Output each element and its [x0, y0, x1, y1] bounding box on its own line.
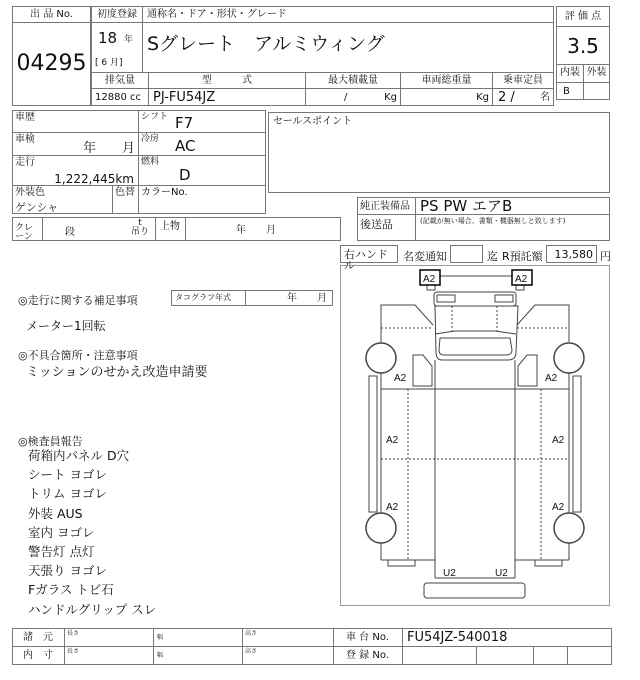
inner-width: 幅: [153, 646, 243, 665]
spec-length: 長さ: [64, 628, 154, 647]
chassis-no: FU54JZ-540018: [402, 628, 612, 647]
spec-height: 高さ: [242, 628, 334, 647]
inspector-note: 荷箱内パネル D穴: [28, 448, 130, 463]
kg-unit: Kg: [476, 92, 489, 103]
upper-date: 年 月: [185, 217, 341, 241]
defects-note: ミッションのせかえ改造申請要: [26, 365, 208, 380]
rear-bumper: [424, 583, 525, 598]
capacity-label: 乗車定員: [492, 72, 554, 89]
inspector-note: 警告灯 点灯: [28, 544, 95, 560]
windshield: [439, 338, 512, 355]
damage-mark: U2: [443, 568, 456, 579]
fuel-label: 燃料: [141, 157, 160, 167]
ac: [138, 132, 266, 156]
inspector-note: トリム ヨゴレ: [28, 486, 107, 502]
damage-mark: U2: [495, 568, 508, 579]
mudflap: [535, 560, 562, 566]
gross-weight: [400, 88, 493, 106]
crane-label: クレーン: [12, 217, 43, 241]
shift-value: F7: [175, 114, 194, 132]
lot-no-label: 出 品 No.: [12, 6, 91, 23]
tacho-value: 年 月: [287, 293, 327, 304]
inner-length: 長さ: [64, 646, 154, 665]
ac-label: 冷房: [141, 134, 160, 144]
model-name: Sグレート アルミウィング: [142, 22, 554, 73]
until-label: 迄: [487, 250, 498, 263]
first-reg-year: 18: [98, 29, 118, 47]
crane: [42, 217, 156, 241]
shift-label: シフト: [141, 112, 169, 122]
inspector-note: 室内 ヨゴレ: [28, 524, 95, 540]
truck-diagram: [340, 260, 610, 620]
displacement: 12880 cc: [91, 88, 149, 106]
inspection: [12, 132, 139, 156]
name-change-label: 名変通知: [403, 250, 447, 263]
damage-mark: A2: [515, 274, 528, 285]
kg-unit: Kg: [384, 92, 397, 103]
fuel-value: D: [179, 166, 191, 184]
spec-width: 幅: [153, 628, 243, 647]
crane-stage: 段: [65, 227, 75, 238]
first-reg-cell: [91, 22, 143, 73]
yen-label: 円: [600, 250, 611, 263]
equipment-label: 純正装備品: [358, 198, 416, 214]
roof: [434, 292, 516, 306]
capacity-unit: 名: [540, 92, 550, 103]
color-change-label: 色替: [112, 185, 139, 214]
spec-label: 諸 元: [12, 628, 65, 647]
damage-mark: A2: [552, 502, 565, 513]
driving-note: メーター1回転: [26, 319, 106, 333]
damage-mark: A2: [545, 373, 558, 384]
reg-cell: [567, 646, 612, 665]
damage-mark: A2: [423, 274, 436, 285]
interior-grade: B: [556, 82, 584, 100]
wheel: [554, 343, 584, 373]
model-code: PJ-FU54JZ: [148, 88, 306, 106]
inspection-value: 年 月: [83, 141, 136, 156]
color: [12, 185, 113, 214]
lot-no: 04295: [12, 22, 91, 106]
marker-lamp: [437, 295, 455, 302]
year-unit: 年: [124, 35, 134, 45]
recycle-fee: 13,580: [546, 245, 597, 263]
wheel: [366, 513, 396, 543]
later-items: [357, 214, 610, 241]
model-code-label: 型 式: [148, 72, 306, 89]
wheel: [366, 343, 396, 373]
inner-label: 内 寸: [12, 646, 65, 665]
damage-mark: A2: [386, 435, 399, 446]
crane-ton: t 吊り: [131, 218, 150, 237]
later-label: 後送品: [358, 215, 416, 240]
history-label: 車歴: [12, 110, 139, 133]
damage-mark: A2: [394, 373, 407, 384]
damage-mark: A2: [386, 502, 399, 513]
max-load-value: /: [344, 92, 348, 103]
grade-label: 評 価 点: [556, 6, 610, 27]
interior-label: 内装: [556, 64, 584, 83]
max-load-label: 最大積載量: [305, 72, 401, 89]
recycle-label: R預託額: [502, 250, 543, 263]
color-label: 外装色: [15, 187, 45, 198]
reg-label: 登 録 No.: [333, 646, 403, 665]
capacity: [492, 88, 554, 106]
first-reg-month: [ 6 月]: [95, 58, 123, 68]
right-door: [517, 305, 569, 342]
displacement-label: 排気量: [91, 72, 149, 89]
inspector-note: シート ヨゴレ: [28, 467, 107, 483]
defects-header: ◎不具合箇所・注意事項: [18, 349, 138, 362]
tacho-label: タコグラフ年式: [172, 291, 246, 305]
inspector-note: 天張り ヨゴレ: [28, 563, 107, 579]
max-load: [305, 88, 401, 106]
mudflap: [388, 560, 415, 566]
inspector-note: 外装 AUS: [28, 505, 83, 521]
exterior-grade: [583, 82, 610, 100]
mileage: [12, 155, 139, 186]
right-step: [518, 355, 537, 386]
side-rail: [369, 376, 377, 512]
inspector-note: ハンドルグリップ スレ: [28, 601, 157, 617]
equipment-value: PS PW エアB: [420, 197, 513, 215]
first-reg-label: 初度登録: [91, 6, 143, 23]
inspection-label: 車検: [15, 134, 35, 145]
sales-point: セールスポイント: [268, 112, 610, 193]
reg-cell: [533, 646, 568, 665]
reg-cell: [402, 646, 477, 665]
wheel: [554, 513, 584, 543]
inspector-note: Fガラス トビ石: [28, 582, 114, 598]
mileage-value: 1,222,445km: [54, 172, 134, 186]
tacho: [171, 290, 333, 306]
shift: [138, 110, 266, 133]
ac-value: AC: [175, 137, 196, 155]
inner-height: 高さ: [242, 646, 334, 665]
chassis-label: 車 台 No.: [333, 628, 403, 647]
color-no-label: カラーNo.: [138, 185, 266, 214]
grade-score: 3.5: [556, 26, 610, 65]
fuel: [138, 155, 266, 186]
gross-weight-label: 車両総重量: [400, 72, 493, 89]
exterior-label: 外装: [583, 64, 610, 83]
inspector-header: ◎検査員報告: [18, 435, 83, 448]
reg-cell: [476, 646, 534, 665]
rhd-button[interactable]: 右ハンドル: [340, 245, 398, 263]
color-value: ゲンシャ: [15, 201, 59, 214]
inspector-notes: [28, 446, 156, 619]
left-step: [413, 355, 432, 386]
driving-header: ◎走行に関する補足事項: [18, 294, 138, 307]
damage-mark: A2: [552, 435, 565, 446]
name-label: 通称名・ドア・形状・グレード: [142, 6, 554, 23]
upper-label: 上物: [155, 217, 186, 241]
marker-lamp: [495, 295, 513, 302]
mileage-label: 走行: [15, 157, 35, 168]
left-door: [381, 305, 433, 342]
later-note: (記載が無い場合、書類・機器無しと致します): [420, 217, 566, 225]
equipment: [357, 197, 610, 215]
side-rail: [573, 376, 581, 512]
capacity-value: 2 /: [498, 90, 515, 105]
